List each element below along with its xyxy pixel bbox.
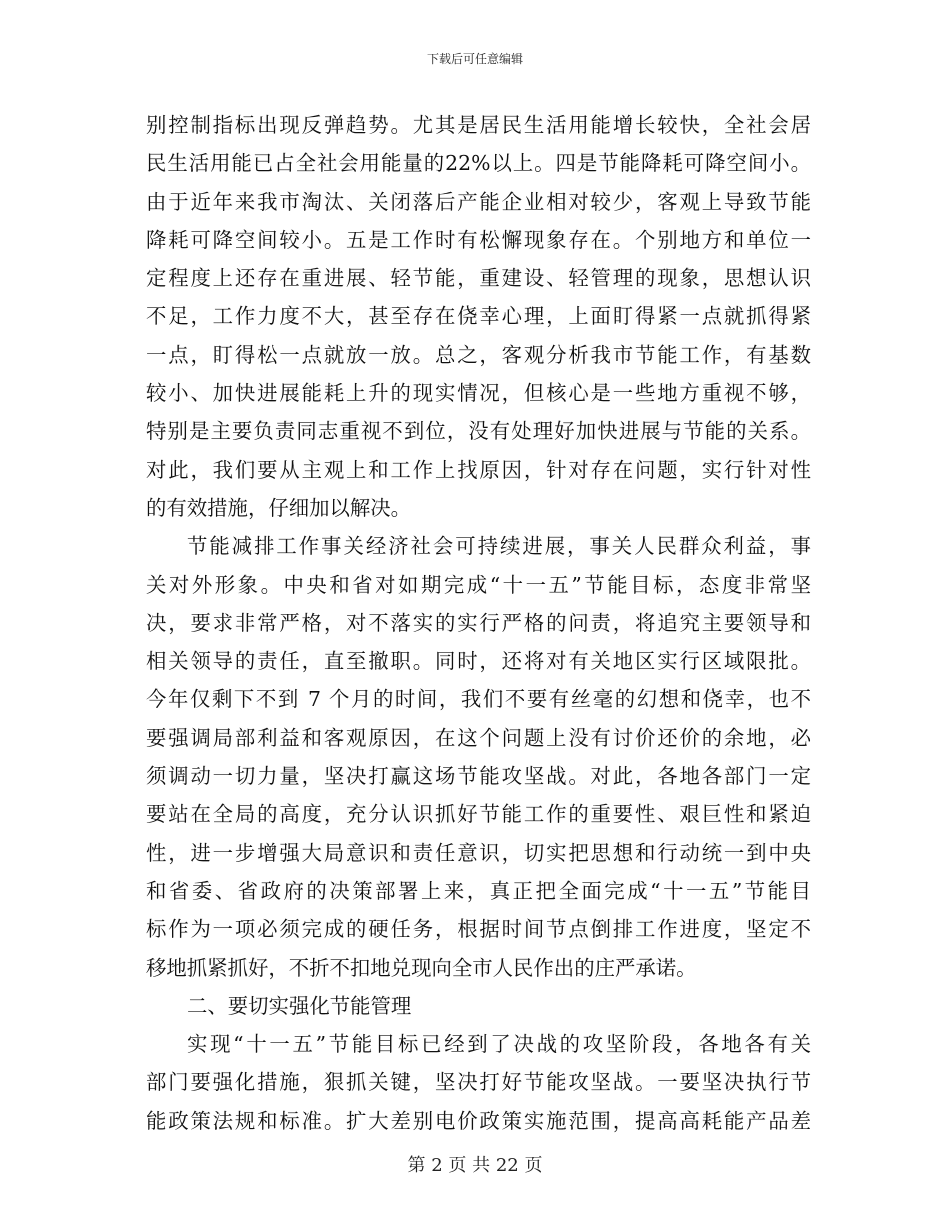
text-line: 相关领导的责任，直至撤职。同时，还将对有关地区实行区域限批。	[146, 649, 811, 674]
text-line: 部门要强化措施，狠抓关键，坚决打好节能攻坚战。一要坚决执行节	[146, 1070, 811, 1095]
text-line: 和省委、省政府的决策部署上来，真正把全面完成“十一五”节能目	[146, 878, 811, 903]
paragraph-first-line: 实现“十一五”节能目标已经到了决战的攻坚阶段，各地各有关	[187, 1032, 811, 1057]
text-line: 民生活用能已占全社会用能量的22%以上。四是节能降耗可降空间小。	[146, 151, 811, 176]
paragraph-first-line: 节能减排工作事关经济社会可持续进展，事关人民群众利益，事	[187, 534, 811, 559]
text-line: 一点，盯得松一点就放一放。总之，客观分析我市节能工作，有基数	[146, 342, 811, 367]
text-line: 降耗可降空间较小。五是工作时有松懈现象存在。个别地方和单位一	[146, 227, 811, 252]
text-line: 能政策法规和标准。扩大差别电价政策实施范围，提高高耗能产品差	[146, 1108, 811, 1133]
text-line: 须调动一切力量，坚决打赢这场节能攻坚战。对此，各地各部门一定	[146, 764, 811, 789]
text-line: 要站在全局的高度，充分认识抓好节能工作的重要性、艰巨性和紧迫	[146, 802, 811, 827]
text-line: 特别是主要负责同志重视不到位，没有处理好加快进展与节能的关系。	[146, 419, 811, 444]
section-heading: 二、要切实强化节能管理	[187, 993, 412, 1018]
text-line: 对此，我们要从主观上和工作上找原因，针对存在问题，实行针对性	[146, 457, 811, 482]
text-line: 决，要求非常严格，对不落实的实行严格的问责，将追究主要领导和	[146, 610, 811, 635]
text-line: 较小、加快进展能耗上升的现实情况，但核心是一些地方重视不够，	[146, 381, 811, 406]
text-line: 关对外形象。中央和省对如期完成“十一五”节能目标，态度非常坚	[146, 572, 811, 597]
text-line: 的有效措施，仔细加以解决。	[146, 495, 412, 520]
text-line: 定程度上还存在重进展、轻节能，重建设、轻管理的现象，思想认识	[146, 266, 811, 291]
text-line: 移地抓紧抓好，不折不扣地兑现向全市人民作出的庄严承诺。	[146, 955, 697, 980]
text-line: 不足，工作力度不大，甚至存在侥幸心理，上面盯得紧一点就抓得紧	[146, 304, 811, 329]
page-header: 下载后可任意编辑	[426, 52, 523, 66]
document-body	[146, 106, 811, 1140]
text-line: 性，进一步增强大局意识和责任意识，切实把思想和行动统一到中央	[146, 840, 811, 865]
page-number-footer: 第 2 页 共 22 页	[407, 1155, 543, 1176]
text-line: 由于近年来我市淘汰、关闭落后产能企业相对较少，客观上导致节能	[146, 189, 811, 214]
text-line: 别控制指标出现反弹趋势。尤其是居民生活用能增长较快，全社会居	[146, 113, 811, 137]
text-line: 今年仅剩下不到 7 个月的时间，我们不要有丝毫的幻想和侥幸，也不	[146, 687, 811, 712]
text-line: 标作为一项必须完成的硬任务，根据时间节点倒排工作进度，坚定不	[146, 917, 811, 942]
text-line: 要强调局部利益和客观原因，在这个问题上没有讨价还价的余地，必	[146, 725, 811, 750]
